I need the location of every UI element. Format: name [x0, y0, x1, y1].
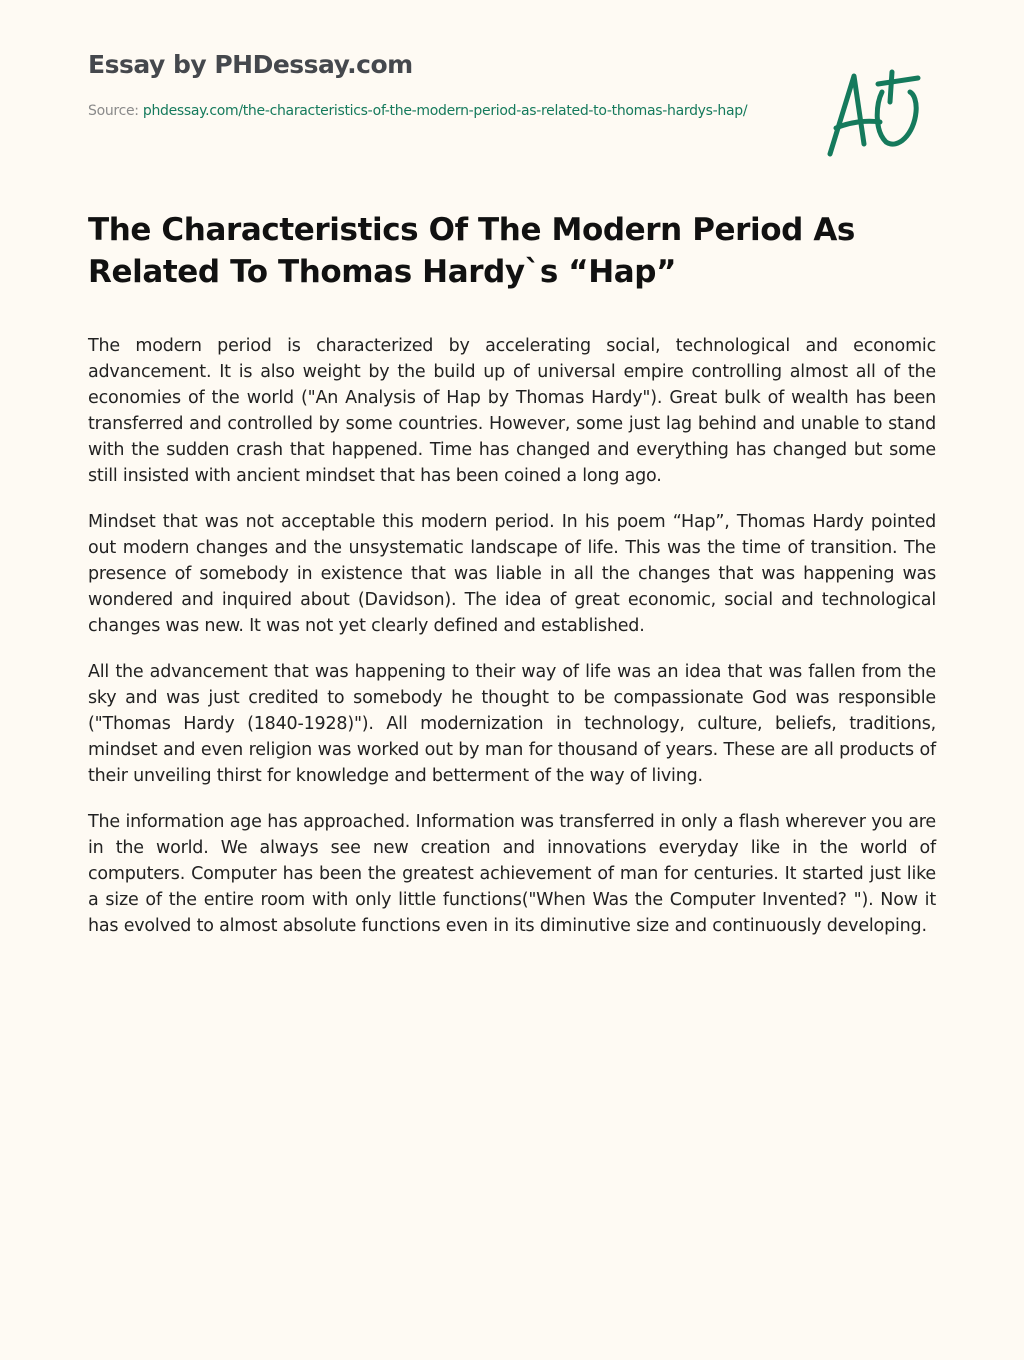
- source-link[interactable]: phdessay.com/the-characteristics-of-the-modern-period-as-related-to-thomas-hardys-hap/: [142, 103, 748, 119]
- site-brand: Essay by PHDessay.com: [88, 50, 413, 79]
- source-label: Source:: [88, 103, 143, 119]
- page-title: The Characteristics Of The Modern Period As Related To Thomas Hardy`s “Hap”: [88, 212, 855, 290]
- paragraph: Mindset that was not acceptable this modern period. In his poem “Hap”, Thomas Hardy pointed out modern changes and the unsystematic landscape of life. This was the time of transition. The presence of somebody in existence that was liable in all the changes that was happening was wondered and inquired about (Davidson). The idea of great economic, social and technological changes was new. It was not yet clearly defined and established.: [88, 512, 936, 636]
- article-body: [88, 333, 936, 959]
- paragraph: All the advancement that was happening to their way of life was an idea that was fallen from the sky and was just credited to somebody he thought to be compassionate God was responsible ("Thomas Hardy (1840-1928)"). All modernization in technology, culture, beliefs, traditions, mindset and even religion was worked out by man for thousand of years. These are all products of their unveiling thirst for knowledge and betterment of the way of living.: [88, 662, 936, 786]
- paragraph: The modern period is characterized by accelerating social, technological and economic advancement. It is also weight by the build up of universal empire controlling almost all of the economies of the world ("An Analysis of Hap by Thomas Hardy"). Great bulk of wealth has been transferred and controlled by some countries. However, some just lag behind and unable to stand with the sudden crash that happened. Time has changed and everything has changed but some still insisted with ancient mindset that has been coined a long ago.: [88, 336, 936, 486]
- source-line: [88, 101, 768, 121]
- paragraph: The information age has approached. Information was transferred in only a flash wherever you are in the world. We always see new creation and innovations everyday like in the world of computers. Computer has been the greatest achievement of man for centuries. It started just like a size of the entire room with only little functions("When Was the Computer Invented? "). Now it has evolved to almost absolute functions even in its diminutive size and continuously developing.: [88, 812, 936, 936]
- a-plus-logo-icon: [818, 64, 928, 160]
